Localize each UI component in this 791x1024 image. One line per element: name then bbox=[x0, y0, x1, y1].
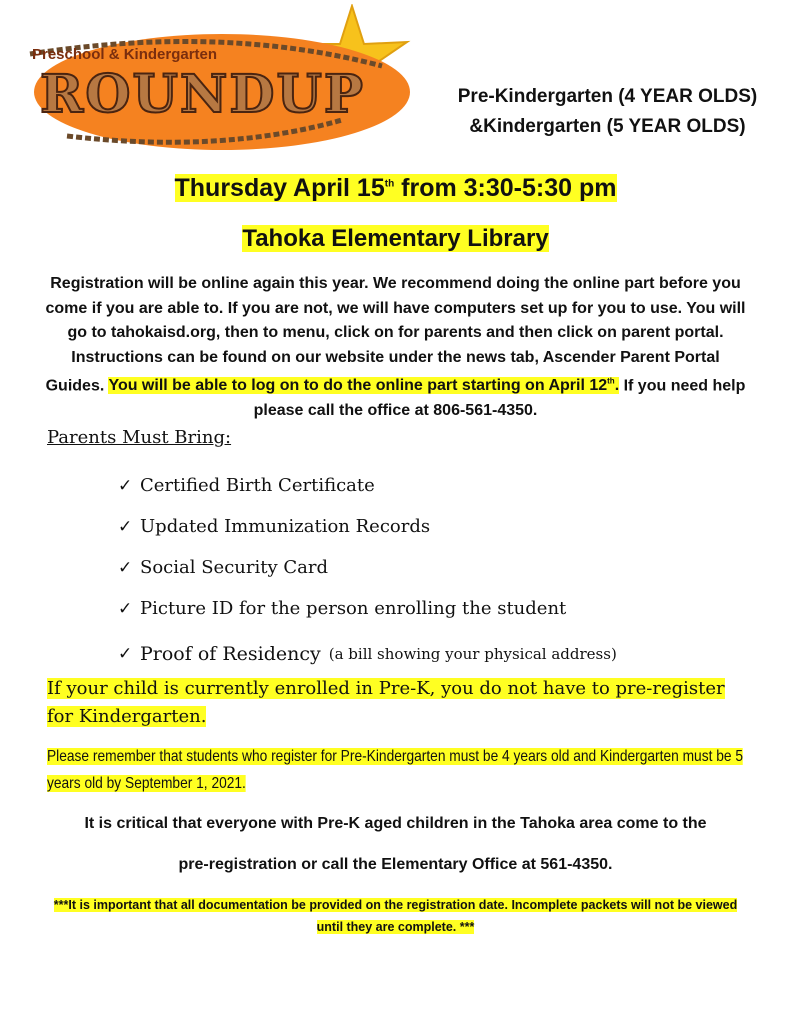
registration-paragraph bbox=[40, 272, 751, 423]
list-item-label: Certified Birth Certificate bbox=[140, 475, 375, 496]
bring-list bbox=[118, 465, 617, 674]
documentation-warning bbox=[40, 894, 751, 938]
bring-heading: Parents Must Bring: bbox=[47, 427, 232, 448]
event-date-highlight bbox=[175, 174, 617, 202]
logo-top-text: Preschool & Kindergarten bbox=[32, 46, 218, 63]
checkmark-icon: ✓ bbox=[118, 516, 133, 537]
registration-text: Registration will be online again this year. We recommend doing the online part before you come if you are able to. If you are not, we will have computers set up for you to use. You will go to tahokaisd.org, then to menu, click on for parents and then click on parent portal. Instructions can be found on our website under the news tab, Ascender Parent Portal Guides. bbox=[45, 275, 746, 395]
residency-note: (a bill showing your physical address) bbox=[328, 644, 617, 663]
grades-line-2: &Kindergarten (5 YEAR OLDS) bbox=[469, 116, 746, 137]
registration-highlight-end: . bbox=[614, 377, 620, 395]
list-item bbox=[118, 465, 617, 506]
date-suffix: from 3:30-5:30 pm bbox=[394, 174, 617, 202]
enrolled-note bbox=[47, 675, 747, 731]
event-place bbox=[0, 225, 791, 253]
list-item bbox=[118, 547, 617, 588]
age-requirement-text: Please remember that students who register for Pre-Kindergarten must be 4 years old and Kindergarten must be 5 years old by September 1, 2021. bbox=[47, 748, 744, 792]
registration-help: If you need help please call the office at 806-561-4350. bbox=[253, 377, 746, 419]
grades-line-1: Pre-Kindergarten (4 YEAR OLDS) bbox=[457, 86, 758, 107]
date-prefix: Thursday April 15 bbox=[174, 174, 385, 202]
age-requirement-note bbox=[47, 743, 761, 797]
registration-highlight-sup: th bbox=[607, 377, 615, 386]
list-item bbox=[118, 633, 617, 674]
checkmark-icon: ✓ bbox=[118, 643, 133, 664]
documentation-warning-text: ***It is important that all documentation be provided on the registration date. Incomplete packets will not be viewed until they are complete. *** bbox=[53, 898, 738, 934]
registration-highlight-text: You will be able to log on to do the online part starting on April 12 bbox=[108, 377, 608, 395]
list-item-label: Picture ID for the person enrolling the student bbox=[140, 598, 567, 619]
critical-line-2: pre-registration or call the Elementary Office at 561-4350. bbox=[178, 856, 613, 873]
event-date bbox=[0, 174, 791, 203]
checkmark-icon: ✓ bbox=[118, 557, 133, 578]
date-sup: th bbox=[384, 178, 395, 190]
checkmark-icon: ✓ bbox=[118, 475, 133, 496]
critical-line-1: It is critical that everyone with Pre-K aged children in the Tahoka area come to the bbox=[84, 815, 707, 832]
list-item-label: Updated Immunization Records bbox=[140, 516, 431, 537]
roundup-logo bbox=[22, 4, 422, 154]
list-item-label: Social Security Card bbox=[140, 557, 328, 578]
list-item bbox=[118, 588, 617, 629]
enrolled-note-text: If your child is currently enrolled in Pre-K, you do not have to pre-register for Kindergarten. bbox=[47, 678, 725, 727]
checkmark-icon: ✓ bbox=[118, 598, 133, 619]
list-item bbox=[118, 506, 617, 547]
event-place-text: Tahoka Elementary Library bbox=[242, 225, 549, 252]
logo-main-text: ROUNDUP bbox=[40, 64, 365, 125]
registration-highlight bbox=[108, 377, 619, 394]
list-item-label: Proof of Residency bbox=[140, 642, 321, 665]
grades-heading bbox=[430, 82, 785, 142]
